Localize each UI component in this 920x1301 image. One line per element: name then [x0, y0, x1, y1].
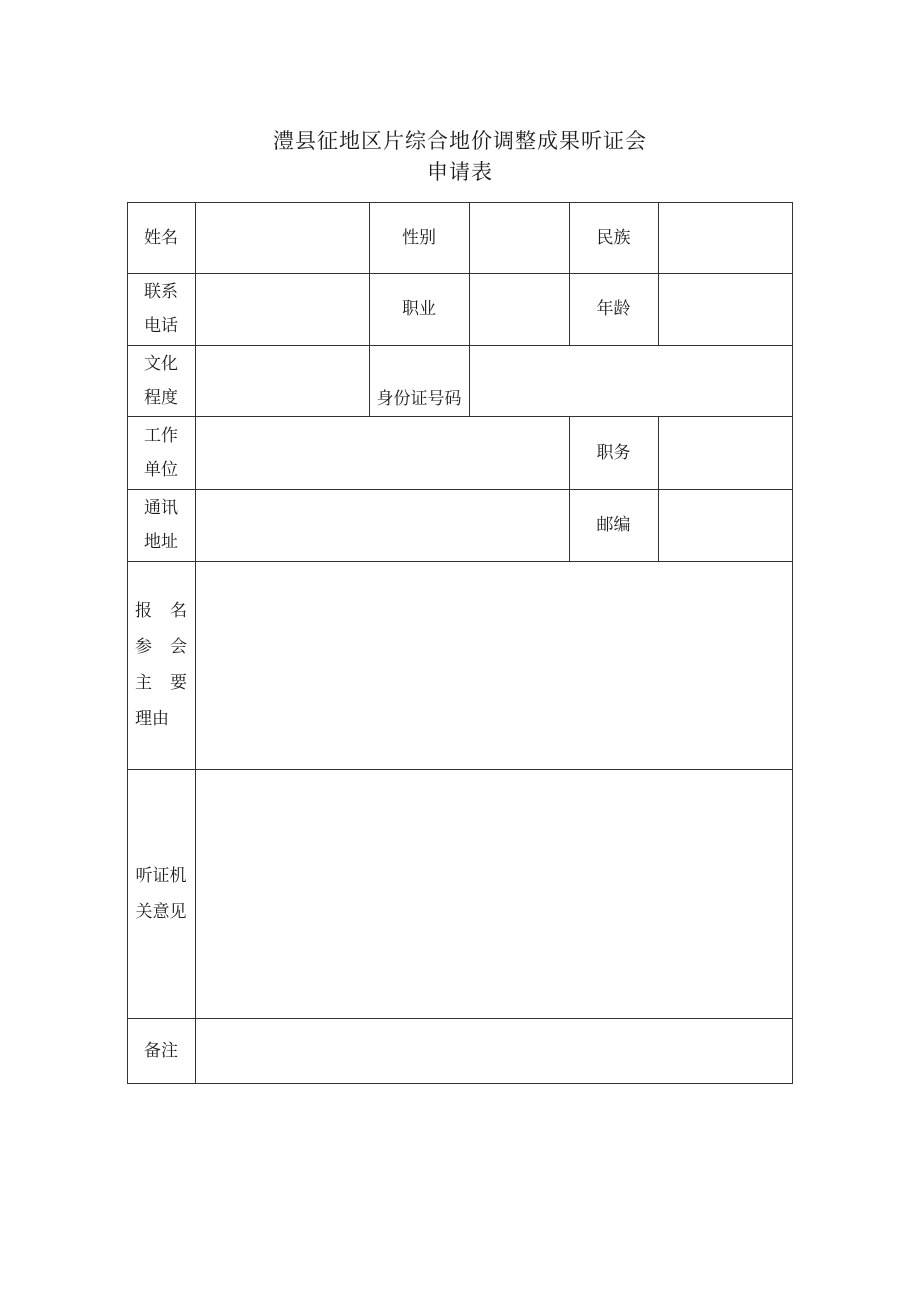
name-field[interactable] [196, 203, 369, 273]
education-label-line1: 文化 [144, 353, 178, 374]
ethnicity-label-text: 民族 [596, 227, 631, 248]
remarks-label-text: 备注 [144, 1040, 178, 1061]
education-label-line2: 程度 [144, 387, 178, 408]
age-label-text: 年龄 [596, 299, 631, 319]
id-number-label [369, 345, 469, 416]
address-label-line1: 通讯 [144, 498, 178, 518]
education-field[interactable] [196, 346, 369, 416]
education-label [127, 345, 195, 416]
name-label-text: 姓名 [144, 227, 178, 248]
age-field[interactable] [659, 274, 792, 345]
occupation-label [369, 273, 469, 345]
reason-field[interactable] [196, 562, 792, 769]
reason-label-line3 [135, 665, 187, 701]
id-number-field[interactable] [470, 346, 792, 416]
ethnicity-label [569, 202, 658, 273]
workplace-label [127, 416, 195, 489]
reason-char: 会 [170, 637, 187, 657]
postcode-label [569, 489, 658, 561]
opinion-label-line2: 关意见 [135, 901, 187, 922]
gender-label [369, 202, 469, 273]
table-border-bottom [127, 1083, 793, 1084]
reason-label [127, 561, 195, 769]
table-border-right [792, 202, 793, 1084]
address-field[interactable] [196, 490, 569, 561]
phone-label [127, 273, 195, 345]
address-label [127, 489, 195, 561]
form-title: 澧县征地区片综合地价调整成果听证会 [273, 129, 647, 153]
reason-char: 参 [135, 637, 152, 657]
phone-field[interactable] [196, 274, 369, 345]
phone-label-line2: 电话 [144, 316, 178, 336]
occupation-label-text: 职业 [402, 299, 436, 319]
position-label [569, 416, 658, 489]
opinion-label-line1: 听证机 [135, 865, 187, 886]
phone-label-line1: 联系 [144, 282, 178, 302]
workplace-label-line2: 单位 [144, 459, 178, 480]
address-label-line2: 地址 [144, 532, 178, 552]
workplace-label-line1: 工作 [144, 425, 178, 446]
position-label-text: 职务 [596, 442, 631, 463]
reason-char: 主 [135, 673, 152, 693]
position-field[interactable] [659, 417, 792, 489]
postcode-field[interactable] [659, 490, 792, 561]
age-label [569, 273, 658, 345]
ethnicity-field[interactable] [659, 203, 792, 273]
reason-char: 名 [170, 601, 187, 621]
reason-label-line2 [135, 629, 187, 665]
occupation-field[interactable] [470, 274, 569, 345]
reason-char: 要 [170, 673, 187, 693]
name-label [127, 202, 195, 273]
workplace-field[interactable] [196, 417, 569, 489]
gender-field[interactable] [470, 203, 569, 273]
reason-label-line1 [135, 593, 187, 629]
remarks-label [127, 1018, 195, 1083]
id-number-label-text: 身份证号码 [376, 389, 462, 409]
postcode-label-text: 邮编 [596, 515, 631, 535]
remarks-field[interactable] [196, 1019, 792, 1083]
reason-label-line4: 理由 [135, 709, 169, 729]
gender-label-text: 性别 [402, 227, 436, 248]
reason-char: 报 [135, 601, 152, 621]
form-subtitle: 申请表 [427, 160, 493, 184]
opinion-field[interactable] [196, 770, 792, 1018]
opinion-label [127, 769, 195, 1018]
